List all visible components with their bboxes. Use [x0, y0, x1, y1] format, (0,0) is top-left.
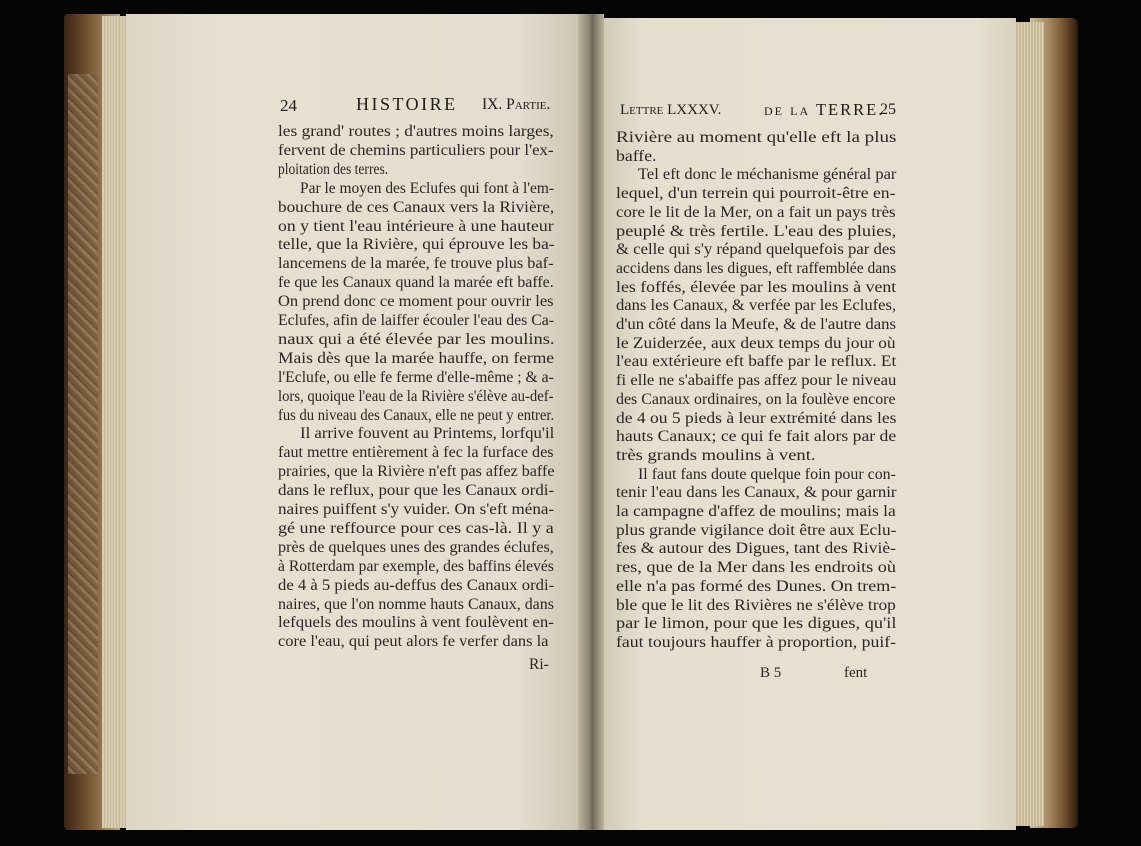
text-line: fes & autour des Digues, tant des Riviè- [616, 540, 896, 558]
text-line: faut toujours hauffer à proportion, puif- [616, 633, 897, 651]
right-page-number: 25 [880, 101, 896, 118]
text-line: telle, que la Rivière, qui éprouve les ba- [278, 236, 555, 254]
text-line: core l'eau, qui peut alors fe verfer dans la [278, 633, 549, 651]
signature-mark: B 5 [760, 665, 782, 681]
text-line: de 4 à 5 pieds au-deffus des Canaux ordi- [278, 576, 555, 594]
text-line: on y tient l'eau intérieure à une hauteur [278, 217, 554, 235]
text-line: baffe. [616, 147, 657, 165]
text-line: naires, que l'on nomme hauts Canaux, dans [278, 595, 554, 613]
text-line: lors, quoique l'eau de la Rivière s'élève au-def- [278, 387, 554, 405]
text-line: très grands moulins à vent. [616, 446, 816, 464]
text-line: fus du niveau des Canaux, elle ne peut y entrer. [278, 406, 555, 424]
text-line: à Rotterdam par exemple, des baffins élevés [278, 557, 554, 575]
text-line: prairies, que la Rivière n'eft pas affez baffe [278, 463, 555, 481]
text-line: ploitation des terres. [278, 160, 389, 178]
text-line: l'eau extérieure eft baffe par le reflux. Et [616, 353, 897, 371]
left-running-head-title: HISTOIRE [356, 94, 458, 114]
text-line: près de quelques unes des grandes éclufes, [278, 538, 554, 556]
text-line: lefquels des moulins à vent foulèvent en- [278, 614, 554, 632]
text-line: la campagne d'affez de moulins; mais la [616, 503, 896, 520]
text-line: core le lit de la Mer, on a fait un pays très [616, 203, 896, 221]
text-line: de 4 ou 5 pieds à leur extrémité dans les [616, 409, 897, 427]
text-line: des Canaux ordinaires, on la foulève encore [616, 390, 896, 408]
text-line: lancemens de la marée, fe trouve plus baf- [278, 255, 554, 273]
left-running-head-part: IX. Partie. [482, 96, 551, 113]
text-line: plus grande vigilance doit être aux Eclu- [616, 521, 897, 539]
text-line: les foffés, élevée par les moulins à vent [616, 278, 897, 296]
text-line: Tel eft donc le méchanisme général par [638, 166, 897, 184]
text-line: gé une reffource pour ces cas-là. Il y a [278, 519, 554, 537]
right-running-head-letter: Lettre LXXXV. [620, 102, 722, 118]
text-line: Mais dès que la marée hauffe, on ferme [278, 349, 555, 367]
text-line: fe que les Canaux quand la marée eft baffe. [278, 274, 554, 292]
text-line: elle n'a pas formé des Dunes. On trem- [616, 577, 897, 595]
text-line: d'un côté dans la Meufe, & de l'autre dans [616, 316, 896, 333]
text-line: faut mettre entièrement à fec la furface des [278, 444, 554, 462]
book-gutter [578, 14, 604, 830]
text-line: peuplé & très fertile. L'eau des pluies, [616, 222, 897, 240]
text-line: le Zuiderzée, aux deux temps du jour où [616, 334, 896, 352]
text-line: Il arrive fouvent au Printems, lorfqu'il [300, 425, 555, 443]
text-line: dans le reflux, pour que les Canaux ordi- [278, 482, 555, 500]
text-line: & celle qui s'y répand quelquefois par des [616, 241, 896, 259]
text-line: accidens dans les digues, eft raffemblée dans [616, 259, 897, 277]
marbled-cover-pattern [68, 74, 98, 774]
text-line: Il faut fans doute quelque foin pour con- [638, 465, 896, 483]
text-line: hauts Canaux; ce qui fe fait alors par de [616, 428, 897, 446]
text-line: par le limon, pour que les digues, qu'il [616, 615, 897, 633]
text-line: On prend donc ce moment pour ouvrir les [278, 293, 554, 311]
text-line: ble que le lit des Rivières ne s'élève trop [616, 596, 896, 614]
right-running-head-title: de la TERRE. [764, 100, 885, 119]
right-catchword: fent [844, 665, 868, 681]
text-line: Rivière au moment qu'elle eft la plus [616, 129, 897, 146]
text-line: fervent de chemins particuliers pour l'ex- [278, 141, 554, 159]
text-line: l'Eclufe, ou elle fe ferme d'elle-même ; & a- [278, 368, 554, 386]
text-line: Eclufes, afin de laiffer écouler l'eau des Ca- [278, 312, 555, 329]
text-line: res, que de la Mer dans les endroits où [616, 559, 897, 577]
text-line: dans les Canaux, & verfée par les Eclufes, [616, 297, 897, 315]
left-catchword: Ri- [529, 656, 549, 673]
text-line: naux qui a été élevée par les moulins. [278, 330, 555, 348]
text-line: bouchure de ces Canaux vers la Rivière, [278, 198, 555, 216]
text-line: fi elle ne s'abaiffe pas affez pour le niveau [616, 372, 897, 390]
text-line: Par le moyen des Eclufes qui font à l'em- [300, 179, 555, 197]
text-line: lequel, d'un terrein qui pourroit-être en- [616, 185, 896, 203]
text-line: les grand' routes ; d'autres moins larges, [278, 123, 554, 140]
text-line: naires puiffent s'y vuider. On s'eft ména- [278, 501, 555, 518]
text-line: tenir l'eau dans les Canaux, & pour garnir [616, 484, 897, 502]
left-page-number: 24 [280, 96, 297, 115]
